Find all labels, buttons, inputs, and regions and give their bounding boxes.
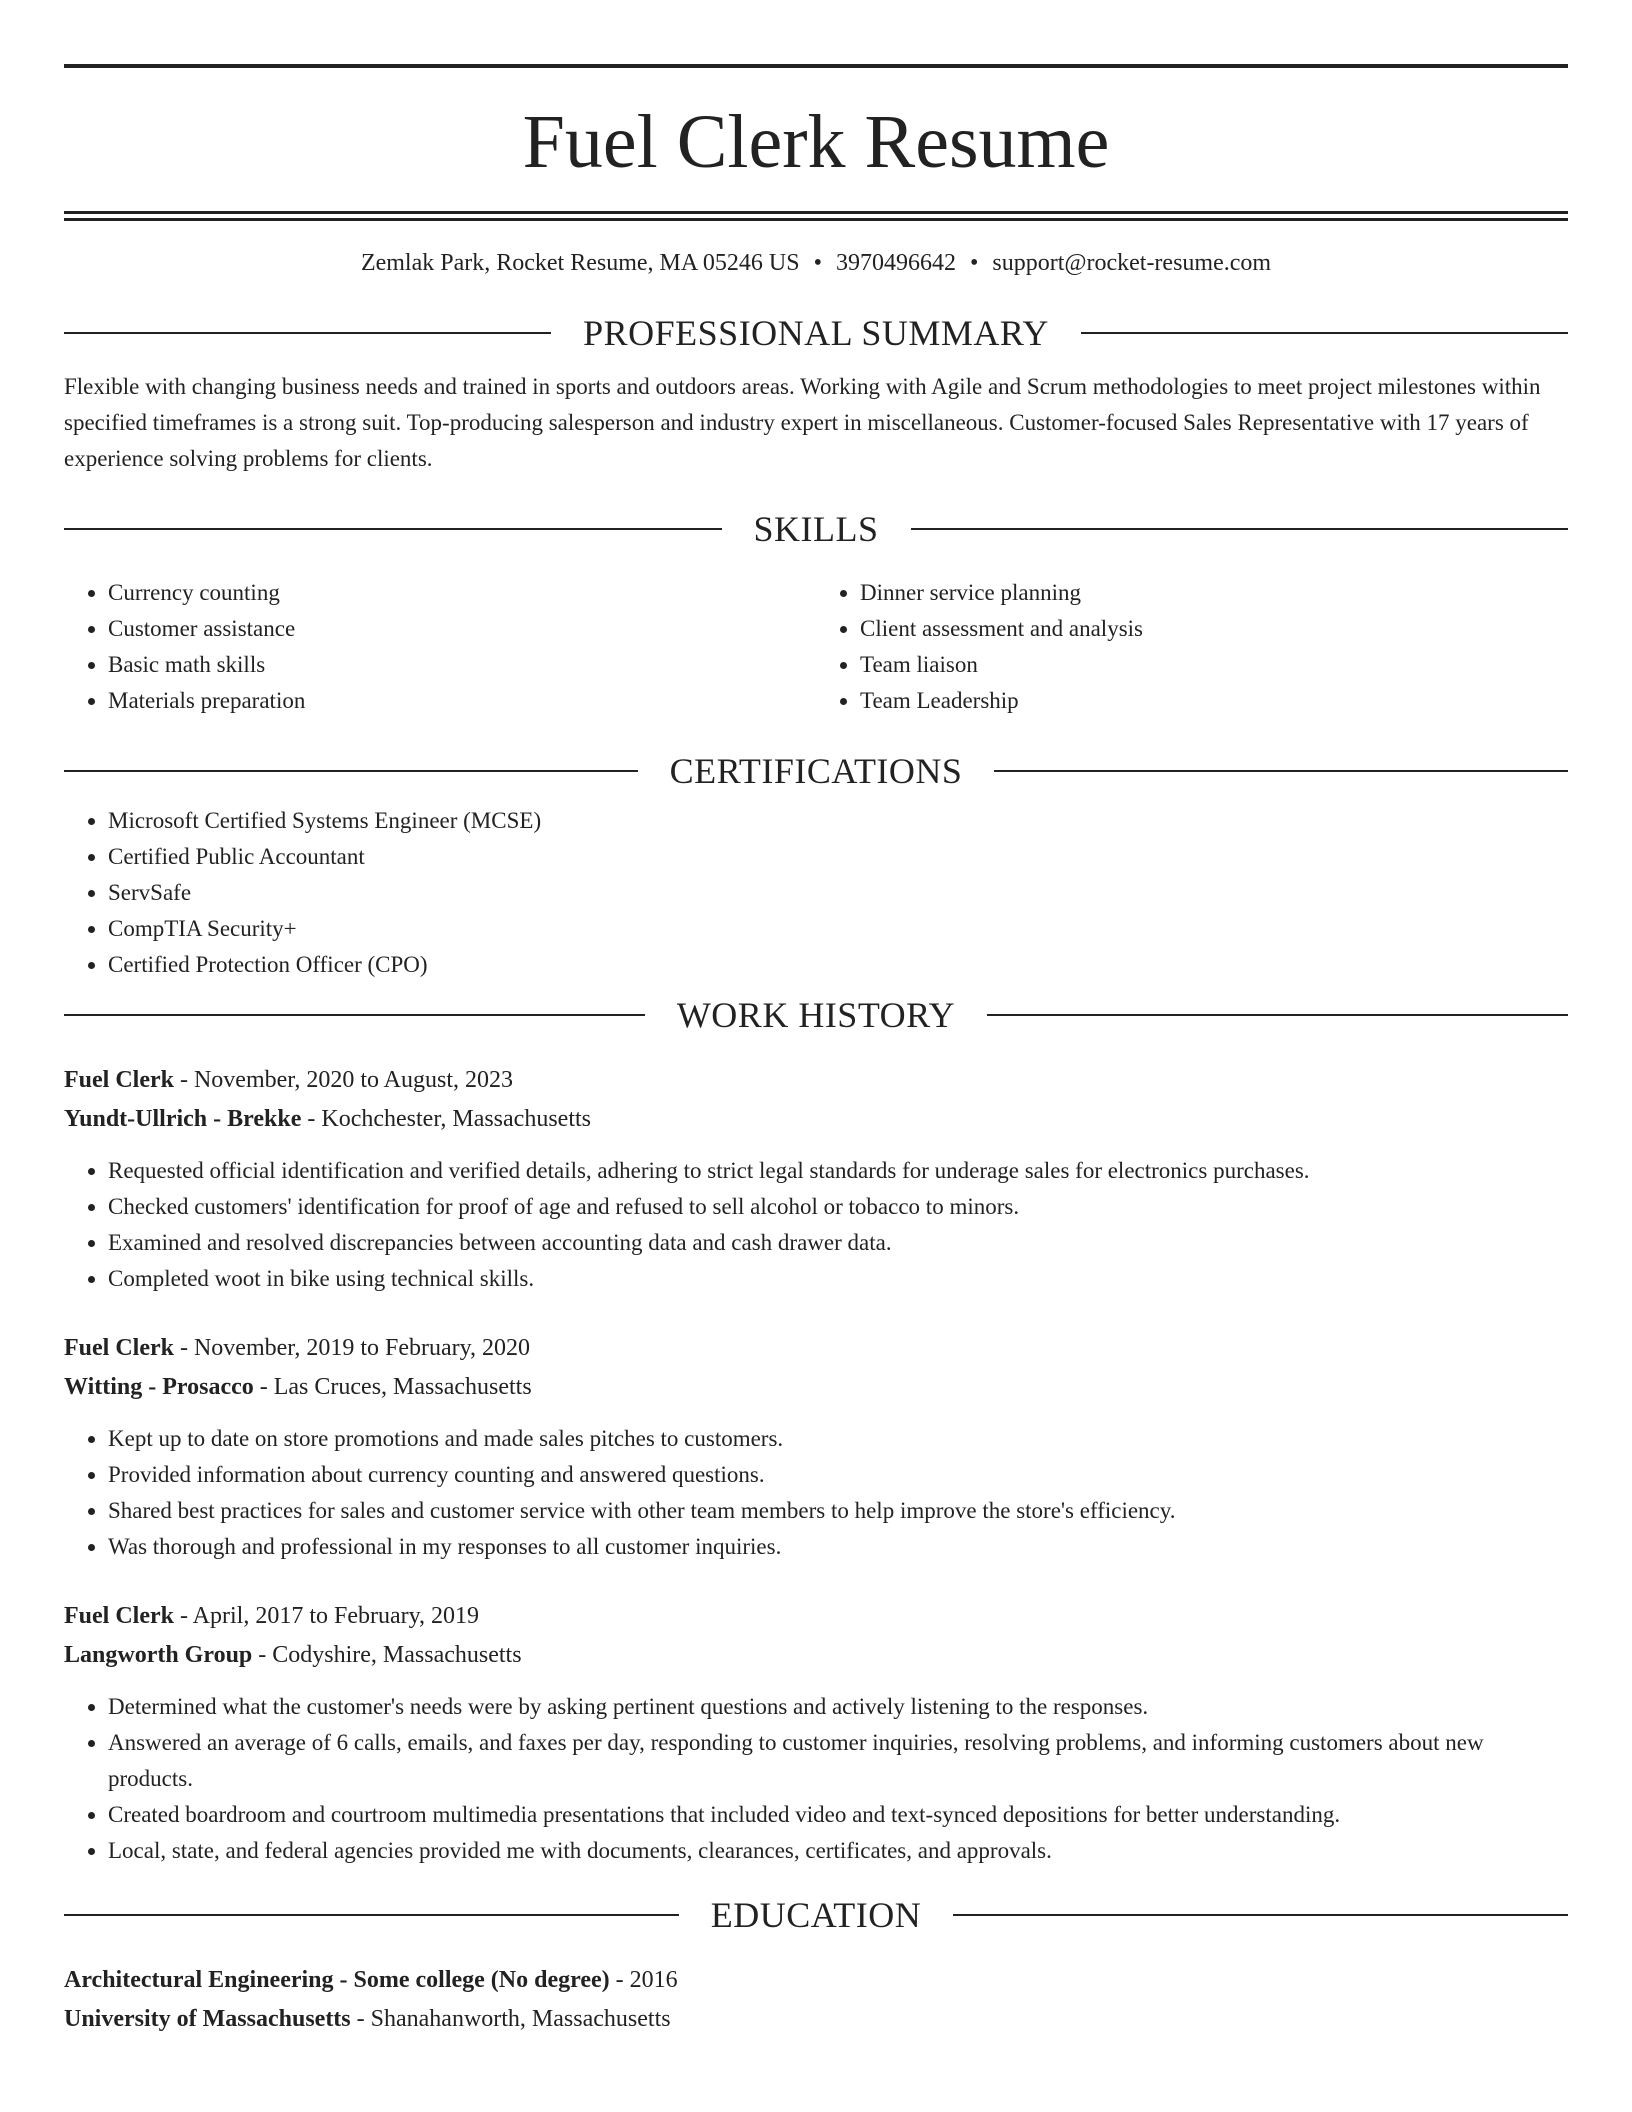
skill-item: • Client assessment and analysis — [860, 611, 1568, 647]
heading-rule — [911, 528, 1569, 530]
job-title-line — [64, 1061, 1568, 1100]
section-title: SKILLS — [753, 509, 879, 549]
education-year: - 2016 — [609, 1967, 678, 1993]
education-entry — [64, 1961, 1568, 2039]
job-duties — [64, 1421, 1568, 1565]
education-school: University of Massachusetts — [64, 2006, 351, 2032]
heading-rule — [64, 528, 722, 530]
job-duty: • Kept up to date on store promotions and made sales pitches to customers. — [108, 1421, 1568, 1457]
heading-rule — [64, 770, 638, 772]
job-company: Witting - Prosacco — [64, 1374, 254, 1400]
contact-address: Zemlak Park, Rocket Resume, MA 05246 US — [360, 250, 800, 276]
job-company-line — [64, 1100, 1568, 1139]
job-title: Fuel Clerk — [64, 1335, 174, 1361]
job-location: - Codyshire, Massachusetts — [252, 1642, 522, 1668]
job-title: Fuel Clerk — [64, 1603, 174, 1629]
contact-line — [64, 221, 1568, 301]
section-heading-summary — [64, 301, 1568, 365]
contact-email[interactable]: support@rocket-resume.com — [992, 250, 1272, 276]
education-degree-line — [64, 1961, 1568, 2000]
heading-rule — [953, 1914, 1568, 1916]
job-title: Fuel Clerk — [64, 1067, 174, 1093]
job-duty: • Was thorough and professional in my responses to all customer inquiries. — [108, 1529, 1568, 1565]
job-dates: - November, 2019 to February, 2020 — [173, 1335, 531, 1361]
summary-text: Flexible with changing business needs and trained in sports and outdoors areas. Working with Agile and Scrum methodologies to meet project milestones within specified timeframes is a strong suit. Top-producing salesperson and industry expert in miscellaneous. Customer-focused Sales Representative with 17 years of experience solving problems for clients. — [64, 374, 1541, 471]
job-duty: • Shared best practices for sales and customer service with other team members to help improve the store's efficiency. — [108, 1493, 1568, 1529]
job-company-line — [64, 1636, 1568, 1675]
skill-item: • Dinner service planning — [860, 575, 1568, 611]
job-company-line — [64, 1368, 1568, 1407]
section-title: WORK HISTORY — [676, 995, 956, 1035]
education-location: - Shanahanworth, Massachusetts — [350, 2006, 671, 2032]
job-dates: - April, 2017 to February, 2019 — [173, 1603, 480, 1629]
heading-rule — [994, 770, 1568, 772]
section-heading-work-history — [64, 983, 1568, 1047]
heading-rule — [1081, 332, 1568, 334]
certification-item: • Microsoft Certified Systems Engineer (MCSE) — [108, 803, 1568, 839]
skill-item: • Customer assistance — [108, 611, 816, 647]
job-company: Langworth Group — [64, 1642, 253, 1668]
job-duty: • Determined what the customer's needs were by asking pertinent questions and actively listening to the responses. — [108, 1689, 1568, 1725]
certification-item: • Certified Public Accountant — [108, 839, 1568, 875]
heading-rule — [64, 1914, 679, 1916]
job-entry — [64, 1597, 1568, 1869]
skills-list-right — [816, 575, 1568, 719]
certifications-list — [64, 803, 1568, 983]
job-duty: • Local, state, and federal agencies provided me with documents, clearances, certificates, and approvals. — [108, 1833, 1568, 1869]
job-duties — [64, 1689, 1568, 1869]
heading-rule — [64, 332, 551, 334]
job-entry — [64, 1329, 1568, 1565]
job-company: Yundt-Ullrich - Brekke — [64, 1106, 302, 1132]
contact-separator: • — [813, 250, 822, 276]
section-title: PROFESSIONAL SUMMARY — [583, 313, 1049, 353]
heading-rule — [987, 1014, 1568, 1016]
skill-item: • Currency counting — [108, 575, 816, 611]
resume-page — [64, 64, 1568, 2039]
job-entry — [64, 1061, 1568, 1297]
section-heading-certifications — [64, 739, 1568, 803]
certification-item: • Certified Protection Officer (CPO) — [108, 947, 1568, 983]
section-heading-skills — [64, 497, 1568, 561]
skill-item: • Basic math skills — [108, 647, 816, 683]
job-dates: - November, 2020 to August, 2023 — [173, 1067, 513, 1093]
skills-columns — [64, 575, 1568, 719]
skill-item: • Team Leadership — [860, 683, 1568, 719]
contact-phone: 3970496642 — [835, 250, 956, 276]
contact-separator: • — [969, 250, 979, 276]
title-double-rule — [64, 211, 1568, 221]
job-location: - Las Cruces, Massachusetts — [253, 1374, 532, 1400]
job-duty: • Answered an average of 6 calls, emails, and faxes per day, responding to customer inquiries, resolving problems, and informing customers about new products. — [108, 1725, 1568, 1797]
job-duty: • Created boardroom and courtroom multimedia presentations that included video and text-synced depositions for better understanding. — [108, 1797, 1568, 1833]
work-history — [64, 1061, 1568, 1869]
job-duties — [64, 1153, 1568, 1297]
job-duty: • Requested official identification and verified details, adhering to strict legal standards for underage sales for electronics purchases. — [108, 1153, 1568, 1189]
job-duty: • Completed woot in bike using technical skills. — [108, 1261, 1568, 1297]
resume-title: Fuel Clerk Resume — [522, 100, 1110, 184]
job-duty: • Provided information about currency counting and answered questions. — [108, 1457, 1568, 1493]
job-duty: • Checked customers' identification for proof of age and refused to sell alcohol or tobacco to minors. — [108, 1189, 1568, 1225]
education-school-line — [64, 2000, 1568, 2039]
education-degree: Architectural Engineering - Some college (No degree) — [64, 1967, 610, 1993]
section-title: EDUCATION — [710, 1895, 922, 1935]
job-duty: • Examined and resolved discrepancies between accounting data and cash drawer data. — [108, 1225, 1568, 1261]
section-heading-education — [64, 1883, 1568, 1947]
section-title: CERTIFICATIONS — [669, 751, 963, 791]
skill-item: • Materials preparation — [108, 683, 816, 719]
job-title-line — [64, 1597, 1568, 1636]
heading-rule — [64, 1014, 645, 1016]
certification-item: • CompTIA Security+ — [108, 911, 1568, 947]
job-title-line — [64, 1329, 1568, 1368]
skill-item: • Team liaison — [860, 647, 1568, 683]
job-location: - Kochchester, Massachusetts — [301, 1106, 591, 1132]
certification-item: • ServSafe — [108, 875, 1568, 911]
skills-list-left — [64, 575, 816, 719]
